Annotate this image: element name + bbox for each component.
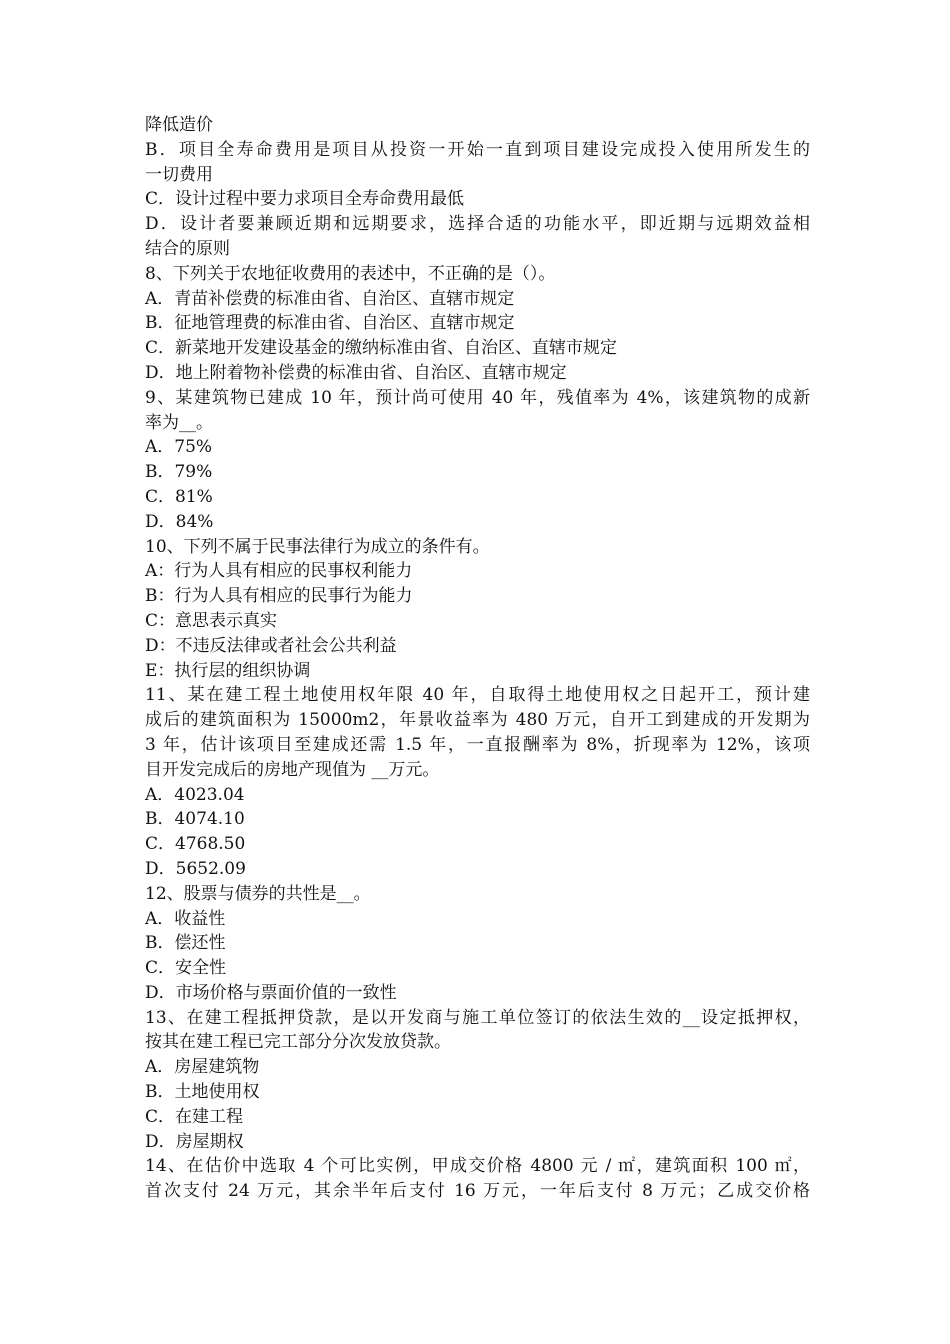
text-line: D．地上附着物补偿费的标准由省、自治区、直辖市规定 [145,362,567,383]
text-line: 8、下列关于农地征收费用的表述中，不正确的是（）。 [145,263,556,284]
text-line: B．征地管理费的标准由省、自治区、直辖市规定 [145,313,515,334]
text-line: D．5652.09 [145,858,246,879]
text-line: B．土地使用权 [145,1082,260,1103]
text-line: A．4023.04 [145,784,245,805]
text-line: D．房屋期权 [145,1131,244,1152]
text-line: E：执行层的组织协调 [145,660,311,681]
text-line: A．75% [145,437,213,458]
text-line: 按其在建工程已完工部分分次发放贷款。 [145,1032,451,1053]
text-line: C．在建工程 [145,1106,244,1127]
text-line: 降低造价 [145,115,213,135]
text-line: 13、在建工程抵押贷款，是以开发商与施工单位签订的依法生效的__设定抵押权， [145,1007,810,1028]
text-line: 率为__。 [145,412,213,433]
text-line: B．4074.10 [145,809,245,830]
text-line: A．房屋建筑物 [145,1057,260,1078]
text-line: C：意思表示真实 [145,610,278,631]
text-line: 3 年，估计该项目至建成还需 1.5 年，一直报酬率为 8%，折现率为 12%，该项 [145,734,810,755]
text-line: C．设计过程中要力求项目全寿命费用最低 [145,189,465,210]
text-line: 11、某在建工程土地使用权年限 40 年，自取得土地使用权之日起开工，预计建 [145,685,810,706]
text-line: B：行为人具有相应的民事行为能力 [145,586,413,607]
text-line: A．收益性 [145,908,226,929]
text-line: 14、在估价中选取 4 个可比实例，甲成交价格 4800 元 / ㎡，建筑面积 100 ㎡， [145,1156,810,1177]
text-line: 9、某建筑物已建成 10 年，预计尚可使用 40 年，残值率为 4%，该建筑物的成新 [145,387,810,408]
text-line: 成后的建筑面积为 15000m2，年景收益率为 480 万元，自开工到建成的开发期为 [145,710,810,731]
document-body [145,113,810,1204]
text-line: B．项目全寿命费用是项目从投资一开始一直到项目建设完成投入使用所发生的 [145,139,810,160]
text-line: 结合的原则 [145,238,230,259]
text-line: D．市场价格与票面价值的一致性 [145,982,397,1003]
text-line: 10、下列不属于民事法律行为成立的条件有。 [145,536,490,557]
text-line: A．青苗补偿费的标准由省、自治区、直辖市规定 [145,288,515,309]
text-line: D．84% [145,511,214,532]
text-line: C．4768.50 [145,834,246,855]
text-line: B．偿还性 [145,933,226,954]
text-line: B．79% [145,462,213,483]
text-line: 首次支付 24 万元，其余半年后支付 16 万元，一年后支付 8 万元；乙成交价格 [145,1181,810,1202]
text-line: 一切费用 [145,164,213,185]
text-line: C．新菜地开发建设基金的缴纳标准由省、自治区、直辖市规定 [145,338,618,359]
text-line: D．设计者要兼顾近期和远期要求，选择合适的功能水平，即近期与远期效益相 [145,214,810,235]
text-line: C．81% [145,486,213,507]
text-line: 目开发完成后的房地产现值为 __万元。 [145,759,440,780]
text-line: A：行为人具有相应的民事权利能力 [145,561,413,582]
text-line: C．安全性 [145,958,227,979]
text-line: D：不违反法律或者社会公共利益 [145,635,397,656]
text-line: 12、股票与债券的共性是__。 [145,883,371,904]
